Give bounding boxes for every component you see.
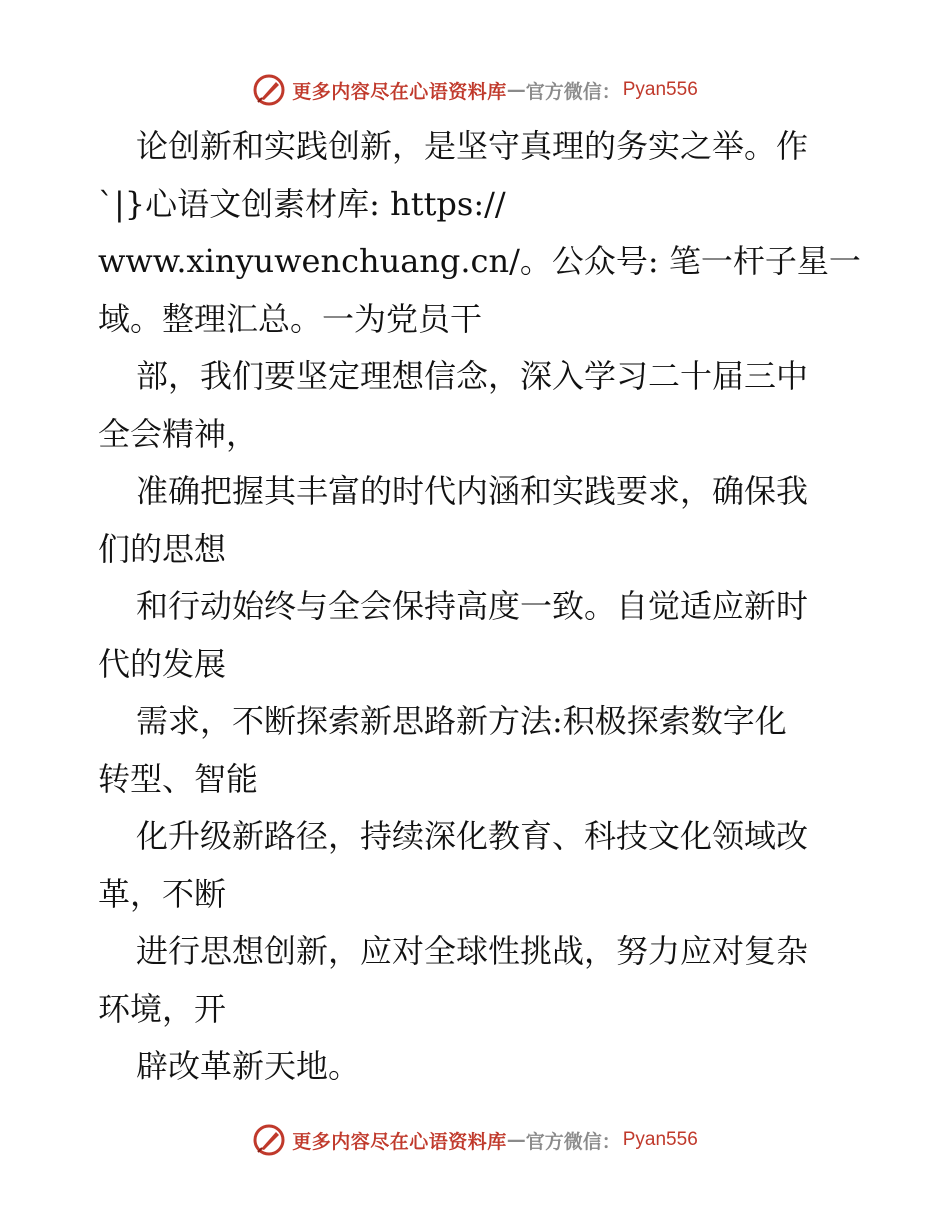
text-line: 革，不断 [98,874,227,913]
text-line: 进行思想创新，应对全球性挑战，努力应对复杂 [136,932,809,970]
text-line: 辟改革新天地。 [136,1047,361,1085]
text-line: 们的思想 [98,529,227,568]
quill-logo-icon [252,73,286,107]
banner-text: 更多内容尽在心语资料库 [292,80,507,103]
banner-dash: — [506,1129,526,1151]
text-line: `|}心语文创素材库: https:// [98,184,506,223]
text-line: 部，我们要坚定理想信念，深入学习二十届三中 [136,357,809,395]
text-line: www.xinyuwenchuang.cn/。公众号: 笔一杆子星一 [98,242,861,280]
header-banner [0,70,950,110]
quill-logo-icon [252,1123,286,1157]
text-line: 代的发展 [98,644,227,683]
banner-wechat-label: 官方微信： [525,1130,621,1153]
footer-banner [0,1120,950,1160]
text-line: 准确把握其丰富的时代内涵和实践要求，确保我 [136,472,809,510]
banner-dash: — [506,79,526,101]
banner-wechat-label: 官方微信： [525,80,621,103]
banner-text: 更多内容尽在心语资料库 [292,1130,507,1153]
text-line: 化升级新路径，持续深化教育、科技文化领域改 [136,817,809,855]
document-body [98,118,861,1096]
banner-wechat-id: Pyan556 [622,79,698,100]
text-line: 需求，不断探索新思路新方法:积极探索数字化 [136,702,787,740]
banner-wechat-id: Pyan556 [622,1129,698,1150]
text-line: 环境，开 [98,989,227,1028]
text-line: 全会精神， [98,414,259,453]
text-line: 和行动始终与全会保持高度一致。自觉适应新时 [136,587,809,625]
text-line: 域。整理汇总。一为党员干 [98,299,483,338]
text-line: 论创新和实践创新，是坚守真理的务实之举。作 [136,127,809,165]
text-line: 转型、智能 [98,759,259,798]
